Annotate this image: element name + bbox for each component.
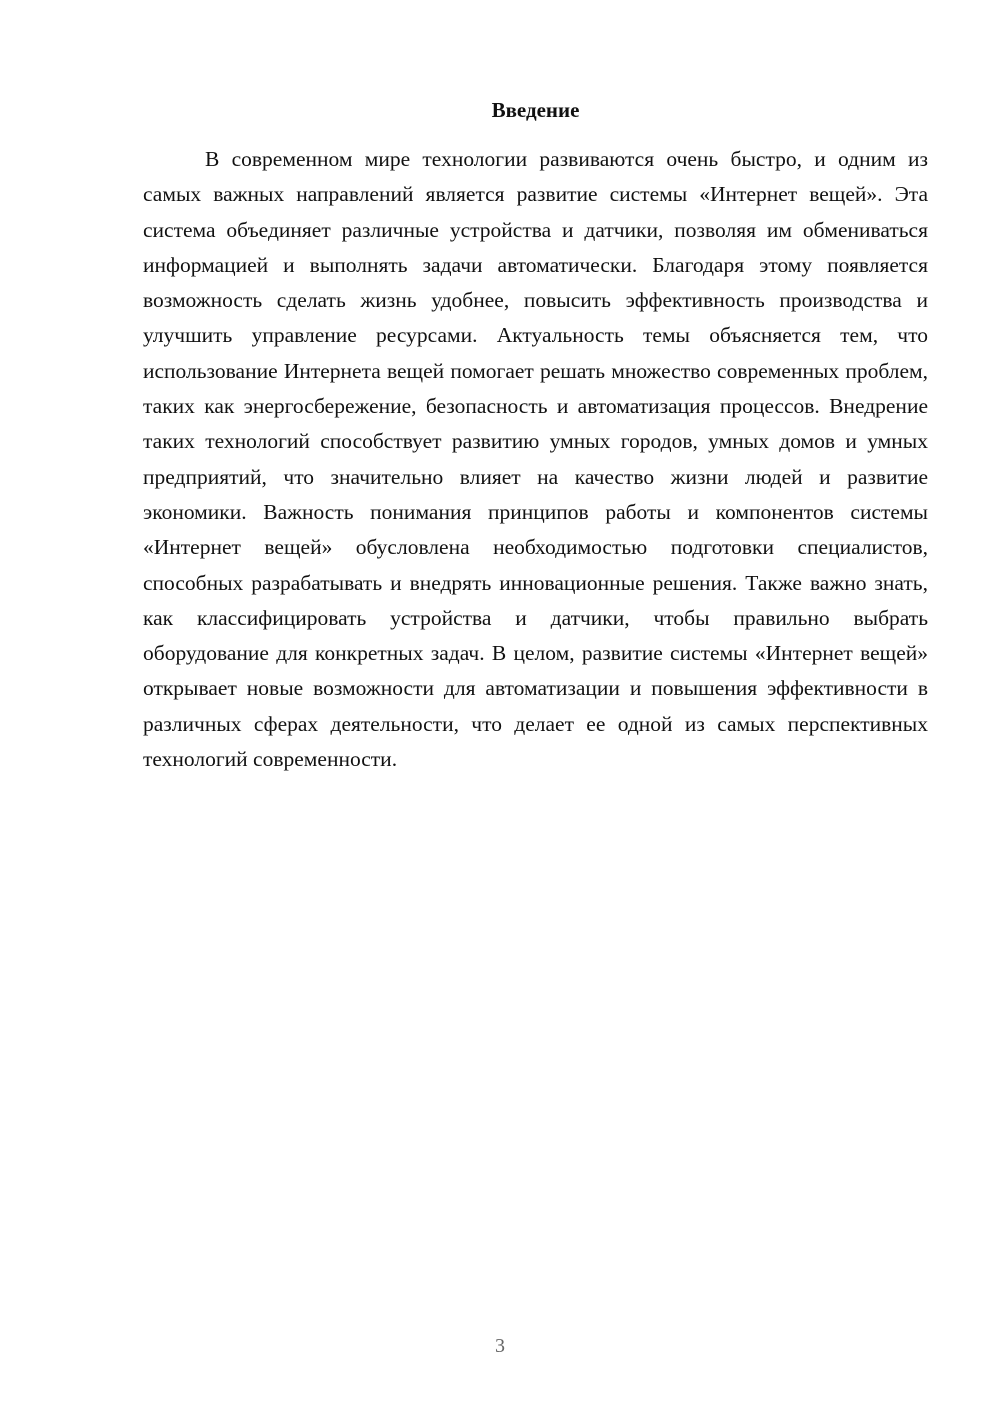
document-content bbox=[143, 96, 928, 777]
section-title: Введение bbox=[491, 98, 580, 122]
body-paragraph: В современном мире технологии развиваются очень быстро, и одним из самых важных направлений является развитие системы «Интернет вещей». Эта система объединяет различные устройства и датчики, позволяя им обмениваться информацией и выполнять задачи автоматически. Благодаря этому появляется возможность сделать жизнь удобнее, повысить эффективность производства и улучшить управление ресурсами. Актуальность темы объясняется тем, что использование Интернета вещей помогает решать множество современных проблем, таких как энергосбережение, безопасность и автоматизация процессов. Внедрение таких технологий способствует развитию умных городов, умных домов и умных предприятий, что значительно влияет на качество жизни людей и развитие экономики. Важность понимания принципов работы и компонентов системы «Интернет вещей» обусловлена необходимостью подготовки специалистов, способных разрабатывать и внедрять инновационные решения. Также важно знать, как классифицировать устройства и датчики, чтобы правильно выбрать оборудование для конкретных задач. В целом, развитие системы «Интернет вещей» открывает новые возможности для автоматизации и повышения эффективности в различных сферах деятельности, что делает ее одной из самых перспективных технологий современности. bbox=[143, 147, 928, 772]
page-number: 3 bbox=[495, 1335, 505, 1357]
